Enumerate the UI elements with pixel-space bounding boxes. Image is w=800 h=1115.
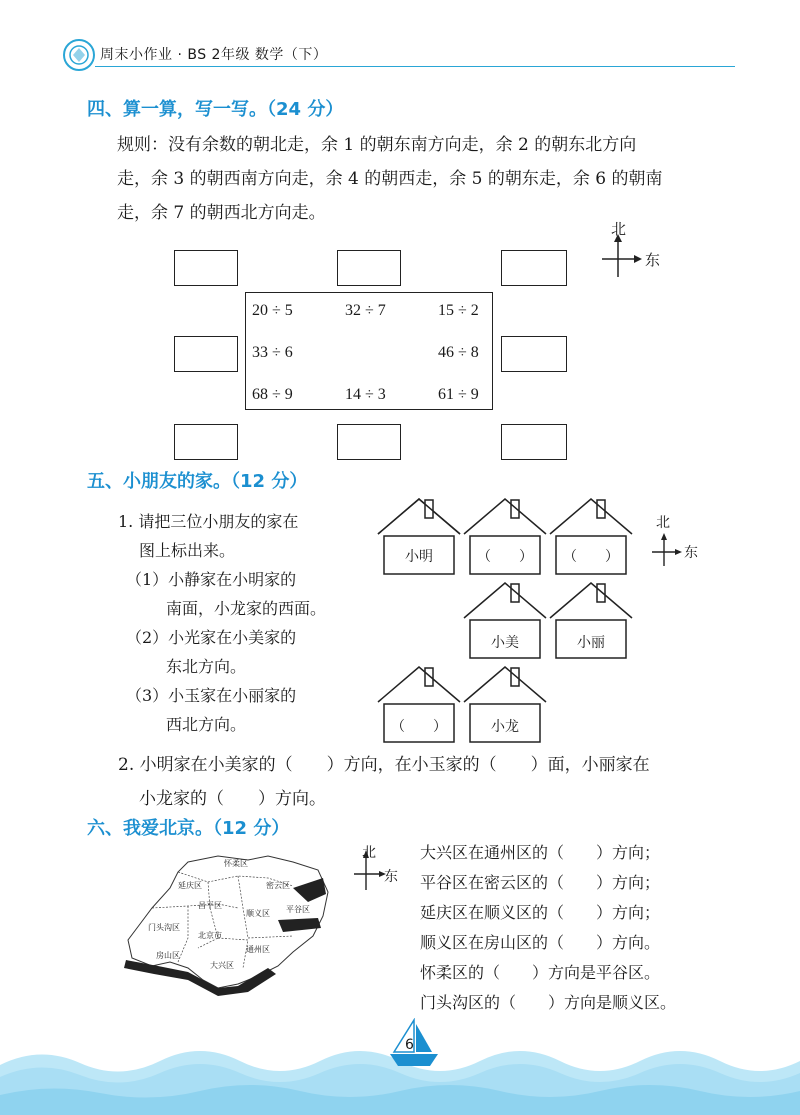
map-label: 平谷区: [286, 905, 310, 914]
answer-box-n[interactable]: [337, 250, 401, 286]
map-label: 房山区: [156, 951, 180, 960]
compass-north-label: 北: [362, 845, 376, 861]
map-label: 密云区: [266, 881, 290, 890]
page-number: 6: [405, 1037, 414, 1053]
q1-item: （2）小光家在小美家的: [126, 628, 297, 647]
compass-east-label: 东: [384, 869, 398, 885]
expression: 14 ÷ 3: [345, 386, 386, 403]
q2-line: 小龙家的（ ）方向。: [139, 789, 326, 809]
q1-item: （3）小玉家在小丽家的: [126, 686, 297, 705]
rule-line: 规则：没有余数的朝北走，余 1 的朝东南方向走，余 2 的朝东北方向: [117, 135, 637, 155]
question-line: 延庆区在顺义区的（ ）方向；: [420, 903, 661, 922]
q1-line: 1. 请把三位小朋友的家在: [118, 512, 299, 531]
q2-line: 2. 小明家在小美家的（ ）方向，在小玉家的（ ）面，小丽家在: [118, 755, 650, 775]
map-label: 通州区: [246, 945, 270, 954]
expression: 32 ÷ 7: [345, 302, 386, 319]
house-blank[interactable]: （ ）: [477, 549, 533, 565]
expression: 33 ÷ 6: [252, 344, 293, 361]
house-label: 小明: [405, 549, 433, 565]
map-label: 门头沟区: [148, 923, 180, 932]
answer-box-se[interactable]: [501, 424, 567, 460]
sailboat-icon: [386, 1018, 442, 1074]
map-label: 延庆区: [178, 881, 202, 890]
q2-text: [118, 748, 738, 816]
q1-item: 南面，小龙家的西面。: [166, 599, 327, 618]
answer-box-s[interactable]: [337, 424, 401, 460]
question-line: 怀柔区的（ ）方向是平谷区。: [420, 963, 661, 982]
map-label: 顺义区: [246, 909, 270, 918]
section4-rules: [117, 128, 737, 230]
answer-box-ne[interactable]: [501, 250, 567, 286]
section6-title: 六、我爱北京。（12 分）: [87, 818, 290, 839]
question-line: 顺义区在房山区的（ ）方向。: [420, 933, 661, 952]
map-label: 北京市: [198, 931, 222, 940]
rule-line: 走，余 3 的朝西南方向走，余 4 的朝西走，余 5 的朝东走，余 6 的朝南: [117, 169, 663, 189]
compass-east-label: 东: [684, 545, 698, 561]
compass-east-label: 东: [645, 251, 661, 269]
house-blank[interactable]: （ ）: [563, 549, 619, 565]
q1-text: [118, 507, 326, 739]
answer-box-sw[interactable]: [174, 424, 238, 460]
rule-line: 走，余 7 的朝西北方向走。: [117, 203, 326, 223]
answer-box-nw[interactable]: [174, 250, 238, 286]
expression: 46 ÷ 8: [438, 344, 479, 361]
answer-box-w[interactable]: [174, 336, 238, 372]
compass-north-label: 北: [656, 515, 670, 531]
compass-north-label: 北: [611, 220, 627, 238]
expression: 68 ÷ 9: [252, 386, 293, 403]
q1-item: 西北方向。: [166, 715, 247, 734]
question-line: 大兴区在通州区的（ ）方向；: [420, 843, 661, 862]
house-label: 小丽: [577, 635, 605, 651]
expression: 15 ÷ 2: [438, 302, 479, 319]
brand-logo-icon: [62, 38, 98, 72]
house-label: 小美: [491, 635, 519, 651]
section5-title: 五、小朋友的家。（12 分）: [87, 471, 308, 492]
map-label: 昌平区: [198, 901, 222, 910]
section6-questions: [420, 838, 740, 1018]
expression: 20 ÷ 5: [252, 302, 293, 319]
house-label: 小龙: [491, 719, 519, 735]
q1-item: （1）小静家在小明家的: [126, 570, 297, 589]
answer-box-e[interactable]: [501, 336, 567, 372]
map-label: 怀柔区: [224, 859, 248, 868]
map-label: 大兴区: [210, 961, 234, 970]
question-line: 门头沟区的（ ）方向是顺义区。: [420, 993, 677, 1012]
q1-line: 图上标出来。: [139, 541, 236, 560]
header-brand: 周末小作业 · BS 2年级 数学（下）: [100, 47, 328, 63]
header-divider: [95, 66, 735, 67]
expression: 61 ÷ 9: [438, 386, 479, 403]
question-line: 平谷区在密云区的（ ）方向；: [420, 873, 661, 892]
q1-item: 东北方向。: [166, 657, 247, 676]
section4-title: 四、算一算，写一写。（24 分）: [87, 99, 344, 120]
house-blank[interactable]: （ ）: [391, 719, 447, 735]
